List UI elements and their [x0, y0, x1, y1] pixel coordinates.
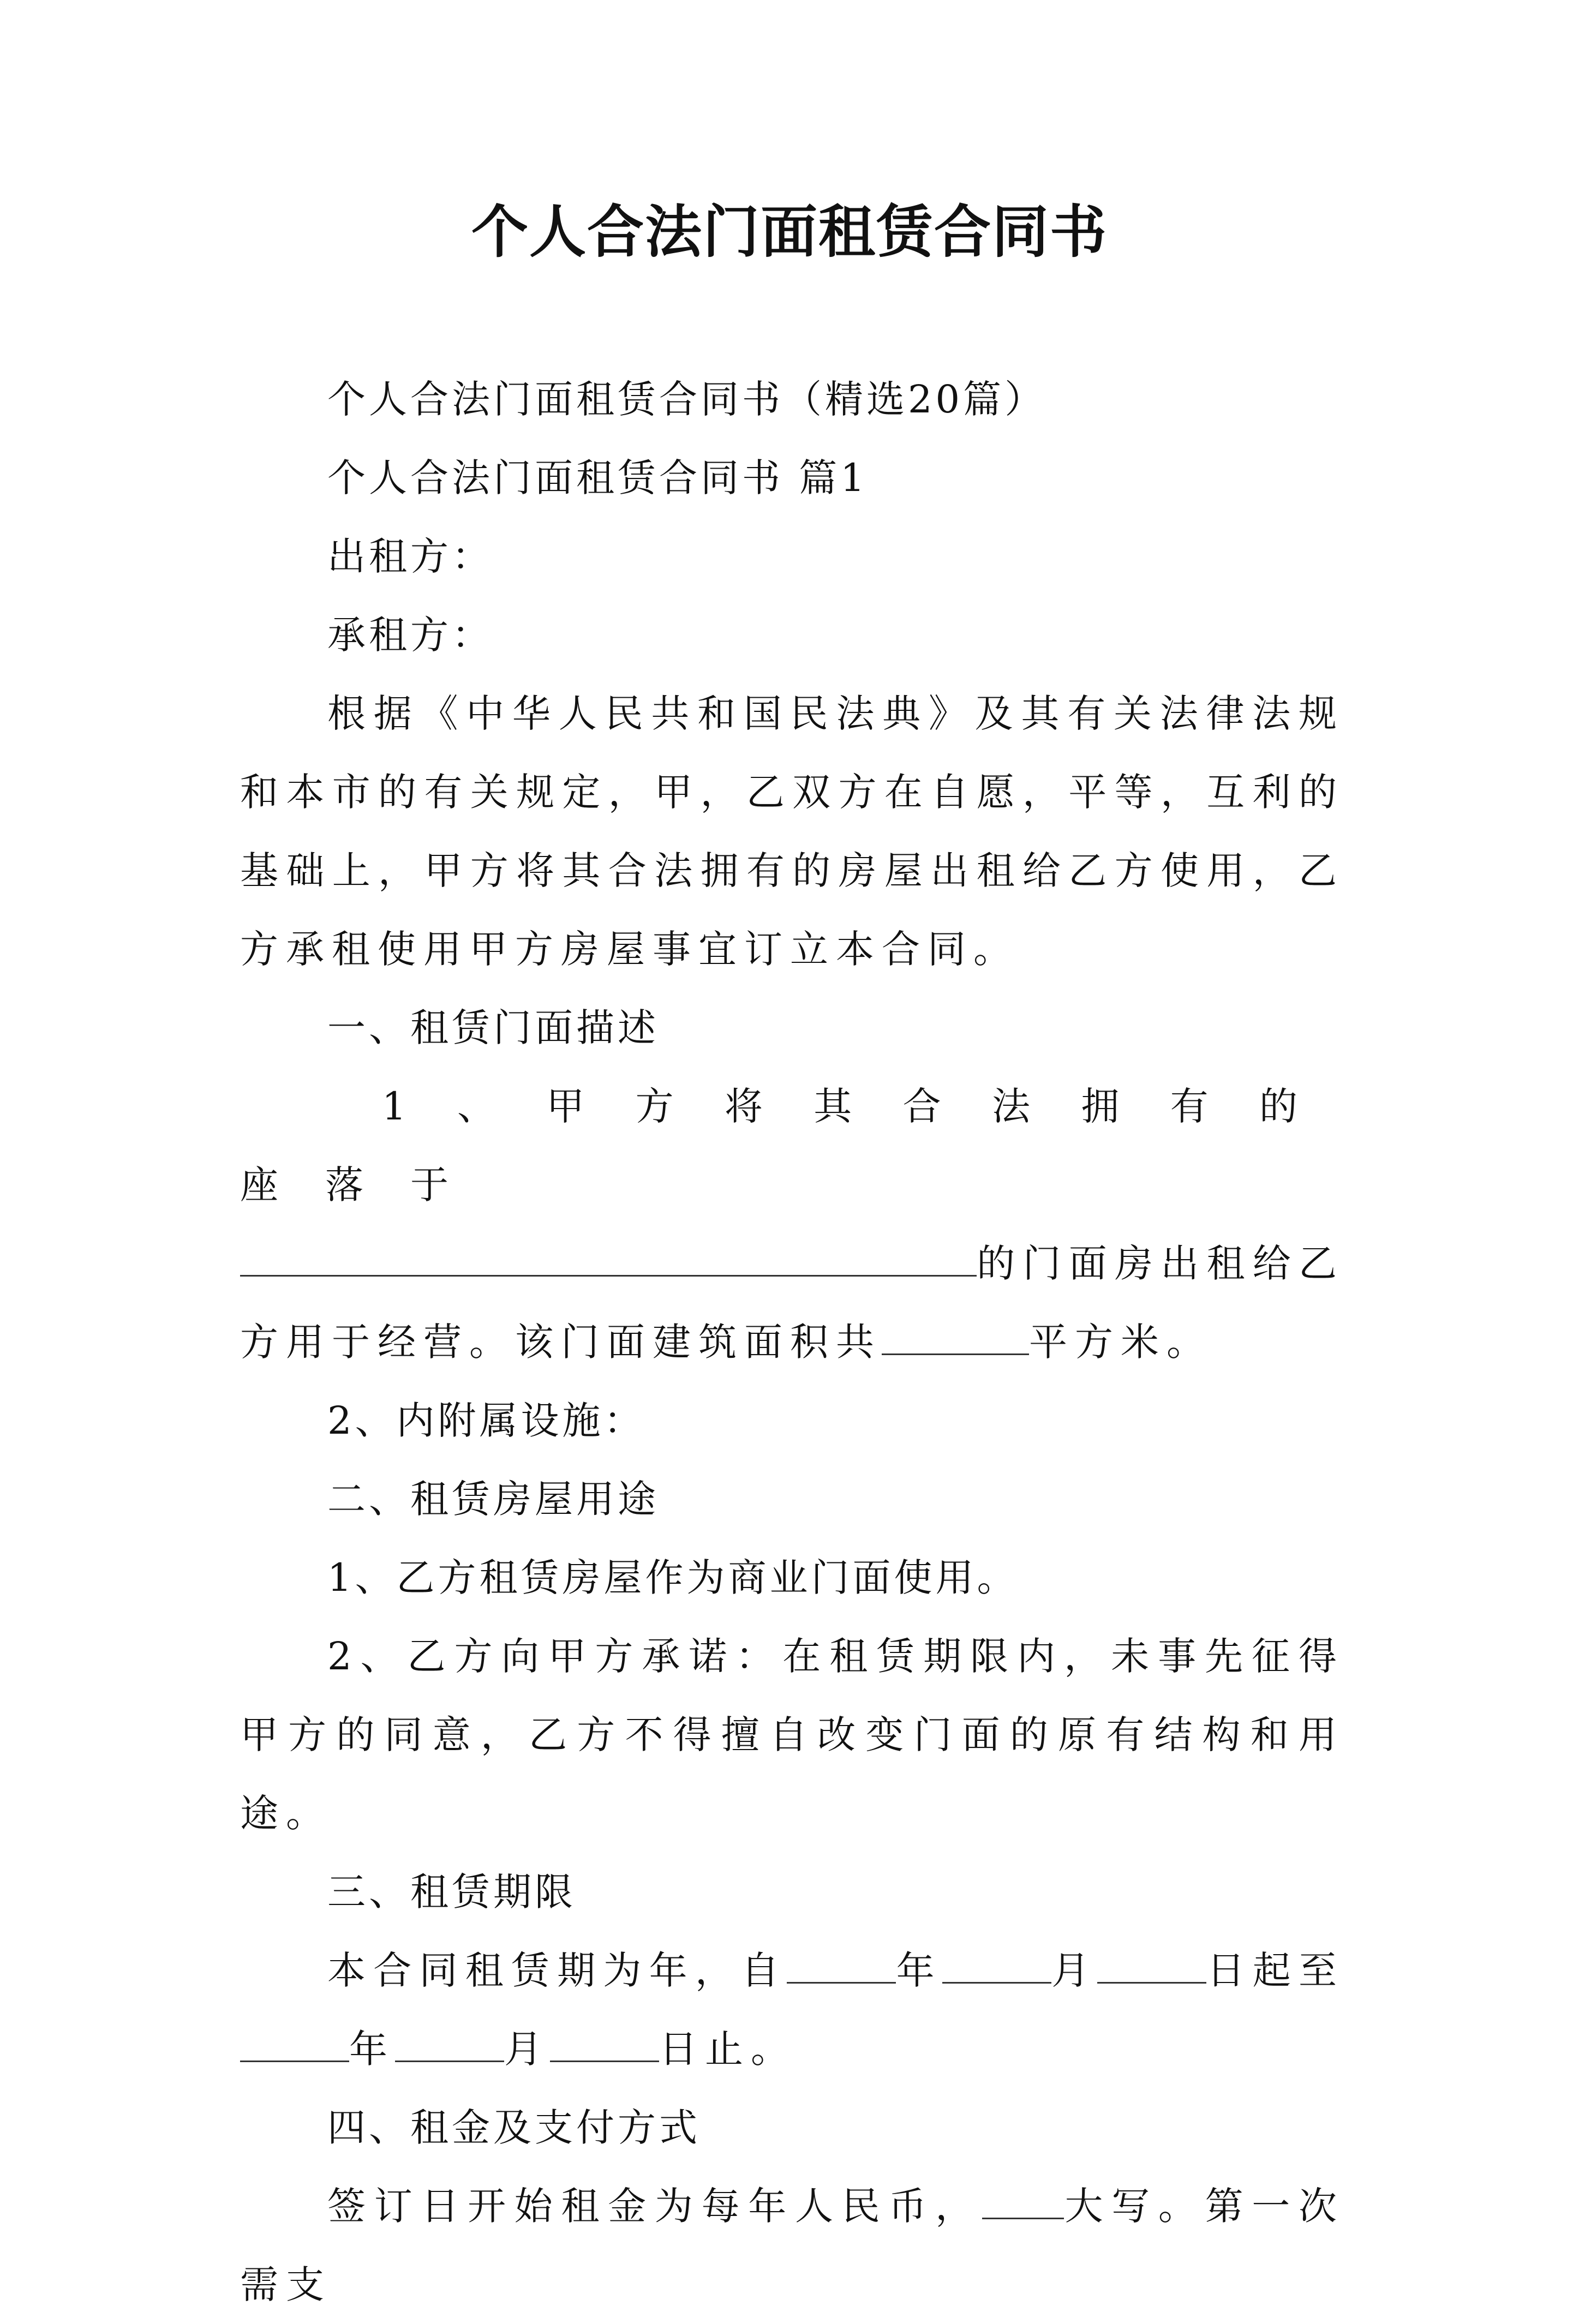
area-blank — [882, 1320, 1029, 1355]
start-year-blank — [787, 1948, 896, 1984]
address-blank — [240, 1241, 977, 1277]
clause-2-2: 2、乙方向甲方承诺：在租赁期限内，未事先征得甲方的同意，乙方不得擅自改变门面的原有结构和用途。 — [240, 1634, 1344, 1836]
clause-1-1-text-a: 1、甲方将其合法拥有的座落于 — [240, 1084, 1344, 1207]
clause-2-1: 1、乙方租赁房屋作为商业门面使用。 — [327, 1555, 1019, 1600]
section-heading: 个人合法门面租赁合同书 篇1 — [327, 456, 868, 500]
rent-amount-blank — [982, 2184, 1064, 2219]
subtitle-paragraph: 个人合法门面租赁合同书（精选20篇） — [327, 377, 1046, 422]
end-year-blank — [240, 2027, 349, 2062]
clause-3-term — [240, 1931, 1344, 2088]
term-text-f: 月 — [504, 2027, 550, 2071]
term-text-b: 年 — [896, 1948, 942, 1993]
clause-heading-4: 四、租金及支付方式 — [327, 2105, 701, 2150]
clause-1-1-text-c: 平方米。 — [1029, 1320, 1212, 1364]
clause-1-1-line2 — [240, 1224, 1344, 1381]
rent-text-a: 签订日开始租金为每年人民币， — [327, 2184, 982, 2229]
term-text-a: 本合同租赁期为年，自 — [327, 1948, 787, 1993]
term-text-e: 年 — [349, 2027, 395, 2071]
clause-heading-2: 二、租赁房屋用途 — [327, 1477, 659, 1522]
end-day-blank — [550, 2027, 659, 2062]
start-day-blank — [1097, 1948, 1206, 1984]
clause-1-1-line1 — [240, 1067, 1344, 1224]
document-title: 个人合法门面租赁合同书 — [471, 198, 1108, 265]
clause-1-2: 2、内附属设施： — [327, 1398, 645, 1443]
term-text-g: 日止。 — [659, 2027, 797, 2071]
clause-heading-3: 三、租赁期限 — [327, 1870, 576, 1914]
document-body — [240, 360, 1344, 2324]
preamble-paragraph: 根据《中华人民共和国民法典》及其有关法律法规和本市的有关规定，甲，乙双方在自愿，平等，互利的基础上，甲方将其合法拥有的房屋出租给乙方使用，乙方承租使用甲方房屋事宜订立本合同。 — [240, 691, 1344, 972]
lessee-label: 承租方： — [327, 613, 493, 657]
clause-4-rent — [240, 2167, 1344, 2324]
lessor-label: 出租方： — [327, 534, 493, 579]
end-month-blank — [395, 2027, 504, 2062]
rent-text-b: 大写。第一次需支 — [240, 2184, 1345, 2307]
clause-heading-1: 一、租赁门面描述 — [327, 1005, 659, 1050]
term-text-d: 日起至 — [1206, 1948, 1345, 1993]
start-month-blank — [942, 1948, 1051, 1984]
term-text-c: 月 — [1051, 1948, 1098, 1993]
clause-1-1-text-b: 的门面房出租给乙方用于经营。该门面建筑面积共 — [240, 1241, 1344, 1364]
